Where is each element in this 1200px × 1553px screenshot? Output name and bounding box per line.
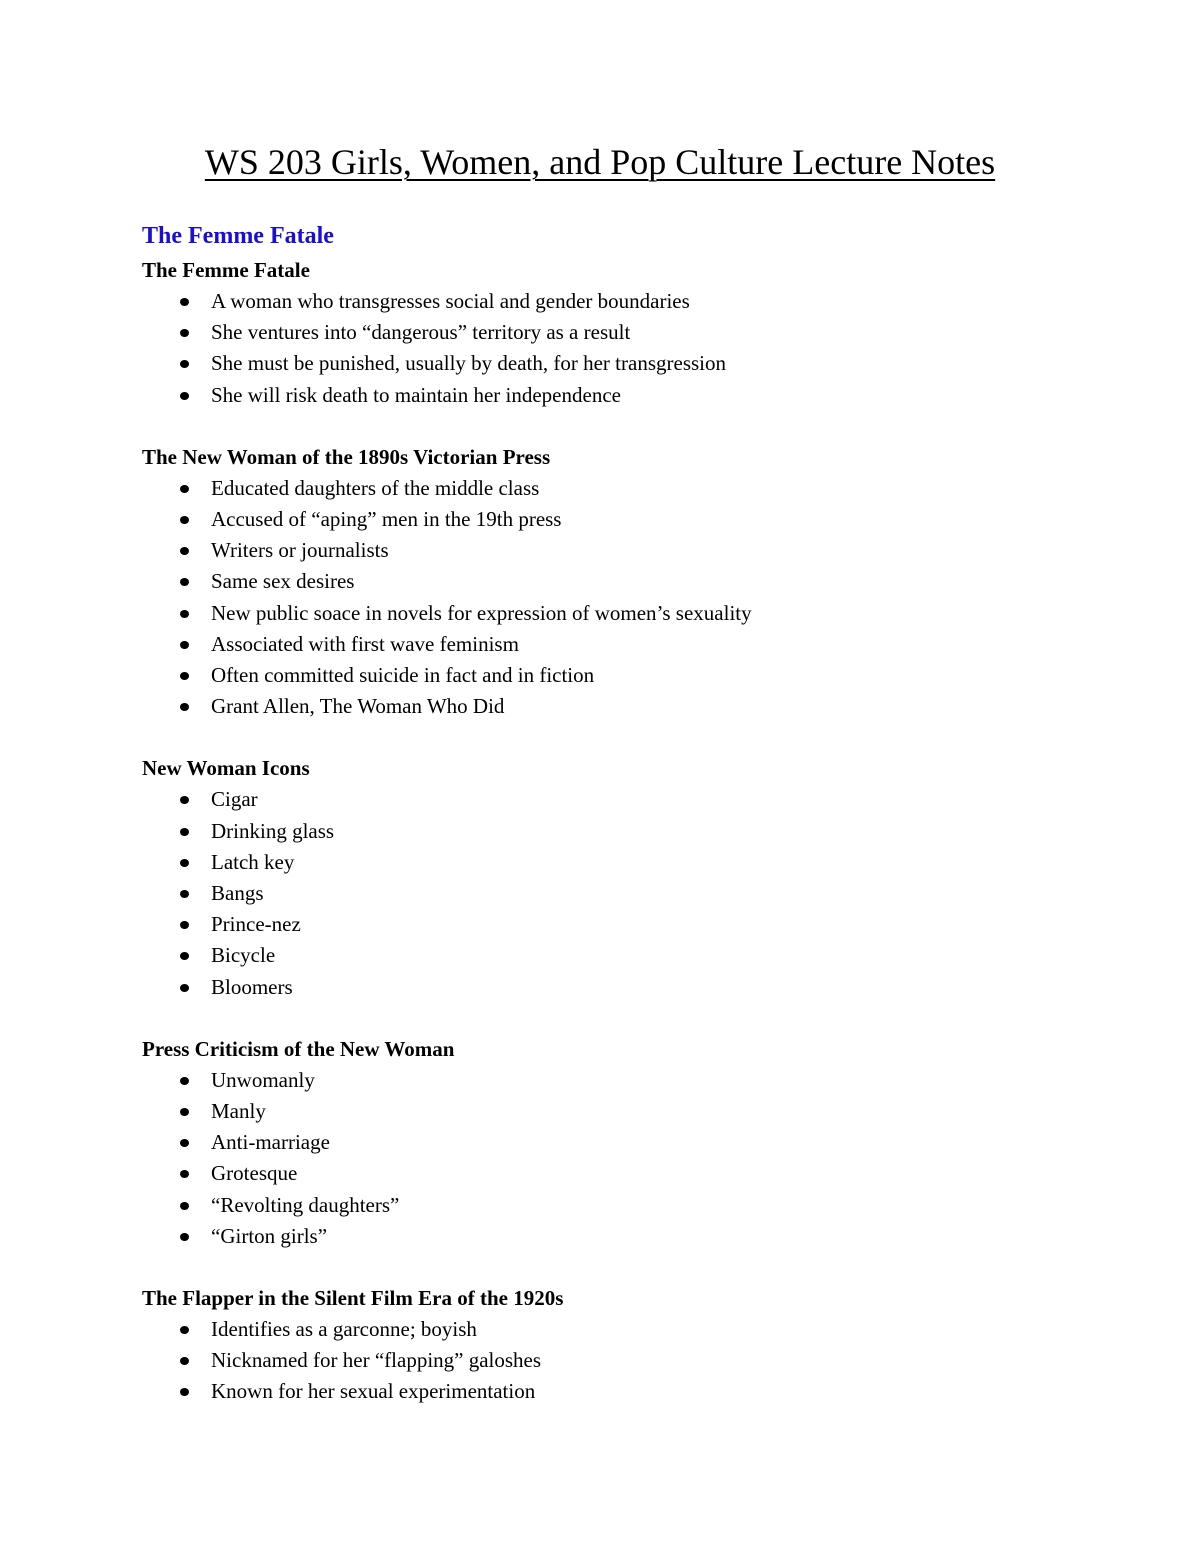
bullet-icon: [180, 298, 189, 306]
bullet-icon: [180, 516, 189, 524]
bullet-icon: [180, 329, 189, 337]
list-item-text: Writers or journalists: [211, 538, 389, 563]
list-item: [142, 1345, 1142, 1376]
list-item: [142, 1158, 1142, 1189]
bullet-icon: [180, 859, 189, 867]
bullet-list: [142, 784, 1142, 1002]
section-title: The New Woman of the 1890s Victorian Press: [142, 444, 551, 469]
list-item: [142, 1314, 1142, 1345]
bullet-icon: [180, 578, 189, 586]
list-item-text: Latch key: [211, 849, 295, 874]
bullet-icon: [180, 828, 189, 836]
list-item: [142, 504, 1142, 535]
list-item: [142, 972, 1142, 1003]
bullet-icon: [180, 360, 189, 368]
list-item-text: Grant Allen, The Woman Who Did: [211, 694, 505, 719]
list-item-text: Unwomanly: [211, 1067, 315, 1092]
list-item: [142, 816, 1142, 847]
list-item: [142, 566, 1142, 597]
bullet-icon: [180, 485, 189, 493]
list-item: [142, 909, 1142, 940]
list-item-text: Accused of “aping” men in the 19th press: [211, 507, 562, 532]
bullet-icon: [180, 703, 189, 711]
list-item-text: Grotesque: [211, 1161, 298, 1186]
bullet-icon: [180, 796, 189, 804]
list-item: [142, 940, 1142, 971]
document-title: WS 203 Girls, Women, and Pop Culture Lecture Notes: [204, 142, 996, 182]
list-item: [142, 1190, 1142, 1221]
bullet-icon: [180, 641, 189, 649]
bullet-icon: [180, 610, 189, 618]
list-item-text: Bloomers: [211, 974, 293, 999]
notes-section: [142, 753, 1142, 1002]
bullet-list: [142, 1065, 1142, 1252]
list-item-text: Educated daughters of the middle class: [211, 475, 540, 500]
bullet-list: [142, 1314, 1142, 1408]
list-item: [142, 286, 1142, 317]
bullet-icon: [180, 984, 189, 992]
list-item: [142, 348, 1142, 379]
bullet-list: [142, 473, 1142, 723]
bullet-icon: [180, 1077, 189, 1085]
notes-content: [142, 255, 1142, 1439]
section-heading-femme-fatale: The Femme Fatale: [142, 223, 334, 249]
list-item: [142, 598, 1142, 629]
bullet-icon: [180, 392, 189, 400]
list-item-text: Associated with first wave feminism: [211, 631, 519, 656]
list-item: [142, 1127, 1142, 1158]
bullet-icon: [180, 1202, 189, 1210]
list-item-text: “Girton girls”: [211, 1223, 328, 1248]
list-item: [142, 535, 1142, 566]
section-title: New Woman Icons: [142, 756, 310, 781]
bullet-icon: [180, 921, 189, 929]
list-item-text: Manly: [211, 1099, 266, 1124]
list-item: [142, 784, 1142, 815]
list-item-text: She must be punished, usually by death, for her transgression: [211, 351, 726, 376]
list-item-text: Known for her sexual experimentation: [211, 1379, 536, 1404]
list-item: [142, 317, 1142, 348]
list-item: [142, 660, 1142, 691]
notes-section: [142, 1034, 1142, 1252]
list-item-text: Anti-marriage: [211, 1130, 330, 1155]
list-item: [142, 1221, 1142, 1252]
list-item: [142, 847, 1142, 878]
notes-section: [142, 442, 1142, 723]
list-item-text: Nicknamed for her “flapping” galoshes: [211, 1348, 542, 1373]
bullet-list: [142, 286, 1142, 411]
bullet-icon: [180, 952, 189, 960]
section-title: The Flapper in the Silent Film Era of the 1920s: [142, 1286, 564, 1311]
list-item: [142, 878, 1142, 909]
list-item-text: Often committed suicide in fact and in fiction: [211, 663, 595, 688]
bullet-icon: [180, 1170, 189, 1178]
list-item: [142, 1065, 1142, 1096]
list-item-text: “Revolting daughters”: [211, 1192, 400, 1217]
bullet-icon: [180, 890, 189, 898]
bullet-icon: [180, 1108, 189, 1116]
list-item-text: Cigar: [211, 787, 258, 812]
list-item-text: Prince-nez: [211, 912, 301, 937]
bullet-icon: [180, 672, 189, 680]
list-item-text: Bangs: [211, 881, 264, 906]
list-item-text: She ventures into “dangerous” territory as a result: [211, 320, 631, 345]
list-item-text: She will risk death to maintain her independence: [211, 382, 621, 407]
bullet-icon: [180, 547, 189, 555]
list-item: [142, 473, 1142, 504]
list-item-text: A woman who transgresses social and gender boundaries: [211, 289, 690, 313]
list-item-text: Identifies as a garconne; boyish: [211, 1317, 477, 1342]
list-item-text: Drinking glass: [211, 818, 335, 843]
list-item: [142, 1376, 1142, 1407]
notes-section: [142, 1283, 1142, 1408]
list-item-text: Bicycle: [211, 943, 276, 968]
bullet-icon: [180, 1388, 189, 1396]
bullet-icon: [180, 1326, 189, 1334]
list-item: [142, 629, 1142, 660]
bullet-icon: [180, 1139, 189, 1147]
list-item-text: Same sex desires: [211, 569, 355, 594]
section-title: Press Criticism of the New Woman: [142, 1036, 455, 1061]
bullet-icon: [180, 1233, 189, 1241]
section-title: The Femme Fatale: [142, 258, 310, 282]
list-item-text: New public soace in novels for expression of women’s sexuality: [211, 600, 752, 625]
notes-section: [142, 255, 1142, 411]
list-item: [142, 1096, 1142, 1127]
list-item: [142, 380, 1142, 411]
bullet-icon: [180, 1357, 189, 1365]
list-item: [142, 691, 1142, 722]
